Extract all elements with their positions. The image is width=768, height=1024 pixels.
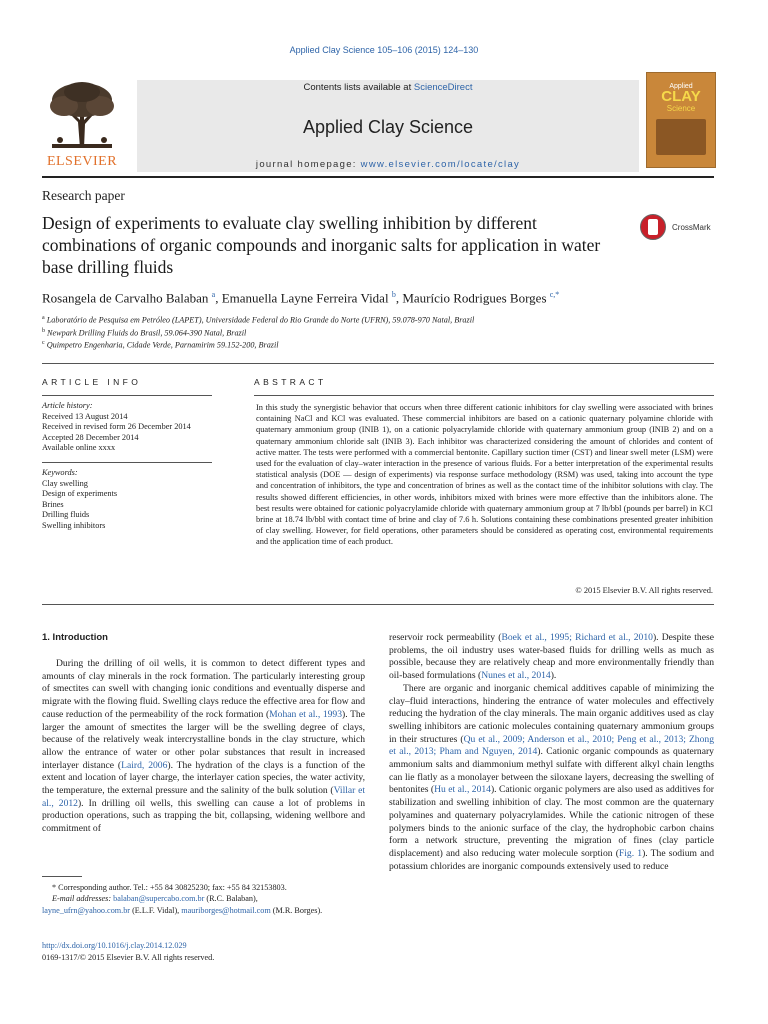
abstract-copyright: © 2015 Elsevier B.V. All rights reserved. bbox=[575, 586, 713, 595]
history-item: Accepted 28 December 2014 bbox=[42, 432, 139, 442]
article-info-heading: ARTICLE INFO bbox=[42, 377, 142, 387]
citation-link[interactable]: Hu et al., 2014 bbox=[434, 784, 491, 796]
journal-title: Applied Clay Science bbox=[302, 117, 474, 137]
history-item: Available online xxxx bbox=[42, 443, 116, 452]
article-history bbox=[42, 401, 191, 454]
article-info-rule bbox=[42, 395, 212, 396]
elsevier-tree-logo[interactable] bbox=[42, 78, 122, 172]
affiliation-list bbox=[42, 313, 474, 351]
journal-homepage: journal homepage: www.elsevier.com/locate/clay bbox=[255, 159, 521, 170]
affiliation-item: $^b$ Newpark Drilling Fluids do Brasil, 59.064-390 Natal, Brazil bbox=[42, 327, 247, 338]
keyword-item: Drilling fluids bbox=[42, 510, 90, 519]
citation-link[interactable]: Boek et al., 1995; Richard et al., 2010 bbox=[501, 632, 653, 643]
doi-link[interactable]: http://dx.doi.org/10.1016/j.clay.2014.12.029 bbox=[42, 941, 187, 950]
abstract-rule bbox=[254, 395, 714, 396]
email-addresses-cont: layne_ufrn@yahoo.com.br (E.L.F. Vidal), mauriborges@hotmail.com (M.R. Borges). bbox=[42, 905, 323, 915]
cover-title-text: CLAY bbox=[661, 88, 701, 105]
journal-homepage-link[interactable]: www.elsevier.com/locate/clay bbox=[360, 159, 521, 170]
affiliation-item: $^a$ Laboratório de Pesquisa em Petróleo (LAPET), Universidade Federal do Rio Grande do Norte (UFRN), 59.078-970 Natal, Brazil bbox=[42, 315, 475, 325]
abstract-body: In this study the synergistic behavior that occurs when three different cationic inhibitors for clay swelling were associated with brines containing NaCl and KCl was evaluated. These commercial inhibitors are based on a cationic quaternary polyamine chloride with quaternary ammonium group (INIB 1), on a cationic polyacrylamide chloride with quaternary ammonium group (INIB 2) and on a quaternary ammonium chloride salt (INIB 3). Each inhibitor was characterized considering the amount of chlorides and content of active matter. The tests were performed with a commercial bentonite. Capillary suction timer (CST) and linear swell meter (LSM) were used for the evaluation of clay–water interaction in the presence of various fluids. For a better interpretation of the experimental results statistical analysis (DOE — design of experiments) via response surface methodology (RSM) was used, taking into account the type and concentration of inhibitors, the type and concentration of brines as well as the contact time of the inhibitor solutions with clay. The results showed different efficiencies, in other words, inhibitors mixed with brines were more effective than the inhibitors alone. The best results were obtained for cationic polyacrylamide chloride with quaternary ammonium group at 7 lb/bbl (pounds per barrel) in KCl brine at 18.74 lb/bbl with contact time of brine and clay of 7.6 h. Solutions containing these combinations presented greater inhibition of clay swelling. However, for field operations, other parameters should be considered as operating cost, environmental requirements and the application time of each product. bbox=[256, 403, 713, 547]
header-divider bbox=[42, 176, 714, 178]
keyword-item: Design of experiments bbox=[42, 489, 118, 498]
corresponding-author-note: * Corresponding author. Tel.: +55 84 30825230; fax: +55 84 32153803. bbox=[52, 883, 287, 892]
keywords-rule bbox=[42, 462, 212, 463]
email-addresses: E-mail addresses: balaban@supercabo.com.br (R.C. Balaban), bbox=[52, 894, 258, 904]
author-name[interactable]: Emanuella Layne Ferreira Vidal bbox=[221, 290, 389, 306]
intro-paragraph-1-cont: reservoir rock permeability (Boek et al., 1995; Richard et al., 2010). Despite these problems, the oil industry uses water-based fluids for drilling wells as much as possible, because they are relatively cheap and more environmentally friendly than oil-based formulations (Nunes et al., 2014). bbox=[389, 632, 714, 682]
crossmark-icon bbox=[640, 214, 666, 240]
sciencedirect-link[interactable]: ScienceDirect bbox=[413, 82, 473, 93]
keywords-list bbox=[42, 468, 117, 531]
history-label: Article history: bbox=[42, 401, 93, 410]
cover-top-text: Applied bbox=[669, 83, 693, 90]
intro-paragraph-1: During the drilling of oil wells, it is common to detect different types and amounts of clay minerals in the rock formation. The particularly interesting group of smectites can swell with changing ionic conditions and eventually disperse and migrate with the flowing fluid. Swelling clays reduce the effective area for flow and cause reduction of the permeability of the rock formation (Mohan et al., 1993). The larger the amount of smectites the larger will be the swelling degree of clays, because of the relatively weak intercrystalline bonds in the clay structure, which allow the entrance of water or other polar substances that result in increased interlayer distance (Laird, 2006). The hydration of the clays is a function of the extent and location of layer charge, the interlayer cation species, the water activity, the temperature, the external pressure and the salinity of the bulk solution (Villar et al., 2012). In drilling oil wells, this swelling can cause a lot of problems in production operations, such as trapping the bit, collapsing, widening wellbore and commitment of bbox=[42, 658, 366, 835]
crossmark-button[interactable] bbox=[640, 214, 720, 244]
citation-link[interactable]: Mohan et al., 1993 bbox=[269, 708, 343, 720]
citation-link[interactable]: Laird, 2006 bbox=[121, 759, 168, 771]
author-affiliation-mark[interactable]: a bbox=[211, 290, 216, 299]
keyword-item: Brines bbox=[42, 499, 64, 509]
author-name[interactable]: Maurício Rodrigues Borges bbox=[402, 290, 547, 306]
affiliation-divider bbox=[42, 363, 714, 364]
history-item: Received in revised form 26 December 2014 bbox=[42, 422, 191, 431]
email-link[interactable]: balaban@supercabo.com.br bbox=[113, 894, 205, 904]
email-link[interactable]: layne_ufrn@yahoo.com.br bbox=[42, 905, 131, 915]
section-heading-introduction: 1. Introduction bbox=[42, 632, 108, 643]
article-title: Design of experiments to evaluate clay swelling inhibition by different combinations of organic compounds and inorganic salts for application in water base drilling fluids bbox=[42, 213, 601, 277]
article-type: Research paper bbox=[42, 188, 125, 203]
contents-availability: Contents lists available at ScienceDirect bbox=[303, 82, 473, 93]
journal-masthead bbox=[42, 72, 714, 172]
footnote-rule bbox=[42, 876, 82, 877]
intro-right-column bbox=[389, 632, 714, 873]
crossmark-label: CrossMark bbox=[672, 223, 711, 232]
cover-photo bbox=[656, 119, 706, 155]
citation-link[interactable]: Qu et al., 2009; Anderson et al., 2010; Peng et al., 2013; Zhong et al., 2013; Pham and Nguyen, 2014 bbox=[389, 733, 714, 758]
elsevier-wordmark: ELSEVIER bbox=[46, 154, 118, 169]
author-affiliation-mark[interactable]: c,* bbox=[549, 290, 560, 299]
abstract-heading: ABSTRACT bbox=[254, 377, 327, 387]
journal-cover-image[interactable] bbox=[646, 72, 716, 168]
figure-link[interactable]: Fig. 1 bbox=[618, 847, 643, 859]
keyword-item: Clay swelling bbox=[42, 478, 88, 488]
abstract-bottom-divider bbox=[42, 604, 714, 605]
doi-block bbox=[42, 940, 214, 963]
history-item: Received 13 August 2014 bbox=[42, 411, 128, 421]
citation-link[interactable]: Nunes et al., 2014 bbox=[481, 670, 551, 682]
abstract-section bbox=[254, 377, 714, 387]
journal-header-box bbox=[137, 80, 639, 172]
author-list: Rosangela de Carvalho Balaban $^a$, Emanuella Layne Ferreira Vidal $^b$, Maurício Rodrigues Borges $^{c,*}$ bbox=[42, 290, 560, 306]
keywords-label: Keywords: bbox=[42, 468, 78, 477]
intro-left-column bbox=[42, 658, 365, 836]
journal-citation-link[interactable]: Applied Clay Science 105–106 (2015) 124–130 bbox=[289, 45, 479, 55]
author-affiliation-mark[interactable]: b bbox=[391, 290, 396, 299]
issn-copyright: 0169-1317/© 2015 Elsevier B.V. All rights reserved. bbox=[42, 952, 215, 962]
email-link[interactable]: mauriborges@hotmail.com bbox=[181, 905, 271, 915]
citation-link[interactable]: Villar et al., 2012 bbox=[42, 785, 365, 809]
affiliation-item: $^c$ Quimpetro Engenharia, Cidade Verde, Parnamirim 59.152-200, Brazil bbox=[42, 340, 279, 351]
intro-paragraph-2: There are organic and inorganic chemical additives capable of minimizing the clay–fluid interactions, hindering the entrance of water molecules and effectively reducing the hydration of the clay minerals. The main organic additives used as clay swelling inhibitors are cationic molecules containing quaternary ammonium groups in their structures (Qu et al., 2009; Anderson et al., 2010; Peng et al., 2013; Zhong et al., 2013; Pham and Nguyen, 2014). Cationic organic compounds as quaternary ammonium salts and diammonium methyl sulfate with different alkyl chain lengths can lie flatly as a monolayer between the siloxane layers, decreasing the swelling of bentonites (Hu et al., 2014). Cationic organic polymers are also used as additives for stabilization and swelling inhibition of clay. The most common are the quaternary polyamines and quaternary polyacrylamides. While the cationic nitrogen of these polymers binds to the anionic surface of the clay, the hydrophobic carbon chains form a network structure, preventing the migration of fines (clay particle displacement) and also reducing water molecule sorption (Fig. 1). The sodium and potassium chlorides are inorganic compounds extensively used to reduce bbox=[389, 682, 714, 872]
keyword-item: Swelling inhibitors bbox=[42, 520, 106, 530]
article-info-section bbox=[42, 377, 212, 387]
cover-subtitle-text: Science bbox=[666, 104, 696, 113]
corresponding-footnote bbox=[42, 882, 372, 916]
author-name[interactable]: Rosangela de Carvalho Balaban bbox=[42, 290, 209, 306]
